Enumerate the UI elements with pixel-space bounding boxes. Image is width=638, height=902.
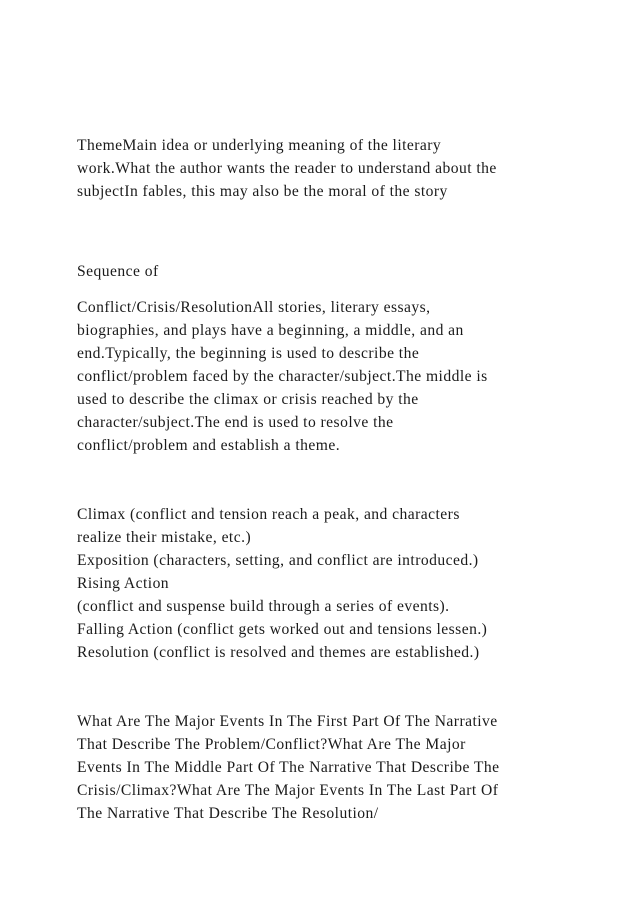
plot-element-line-5: (conflict and suspense build through a series of events). [77,598,450,615]
conflict-line-3: end.Typically, the beginning is used to describe the [77,345,420,362]
questions-line-5: The Narrative That Describe The Resolution/ [77,805,379,822]
plot-element-line-7: Resolution (conflict is resolved and themes are established.) [77,644,480,661]
conflict-line-6: character/subject.The end is used to resolve the [77,414,394,431]
questions-line-3: Events In The Middle Part Of The Narrative That Describe The [77,759,500,776]
conflict-line-2: biographies, and plays have a beginning, a middle, and an [77,322,464,339]
plot-element-line-1: Climax (conflict and tension reach a peak, and characters [77,506,460,523]
plot-element-line-4: Rising Action [77,575,170,592]
questions-line-2: That Describe The Problem/Conflict?What Are The Major [77,736,466,753]
plot-element-line-6: Falling Action (conflict gets worked out and tensions lessen.) [77,621,488,638]
sequence-heading: Sequence of [77,263,159,280]
theme-line-1: ThemeMain idea or underlying meaning of the literary [77,137,442,154]
plot-element-line-3: Exposition (characters, setting, and conflict are introduced.) [77,552,479,569]
conflict-line-5: used to describe the climax or crisis reached by the [77,391,419,408]
conflict-line-1: Conflict/Crisis/ResolutionAll stories, literary essays, [77,299,431,316]
questions-line-1: What Are The Major Events In The First Part Of The Narrative [77,713,498,730]
theme-line-3: subjectIn fables, this may also be the moral of the story [77,183,448,200]
plot-element-line-2: realize their mistake, etc.) [77,529,252,546]
conflict-line-7: conflict/problem and establish a theme. [77,437,341,454]
questions-line-4: Crisis/Climax?What Are The Major Events In The Last Part Of [77,782,499,799]
conflict-line-4: conflict/problem faced by the character/subject.The middle is [77,368,488,385]
theme-line-2: work.What the author wants the reader to understand about the [77,160,497,177]
